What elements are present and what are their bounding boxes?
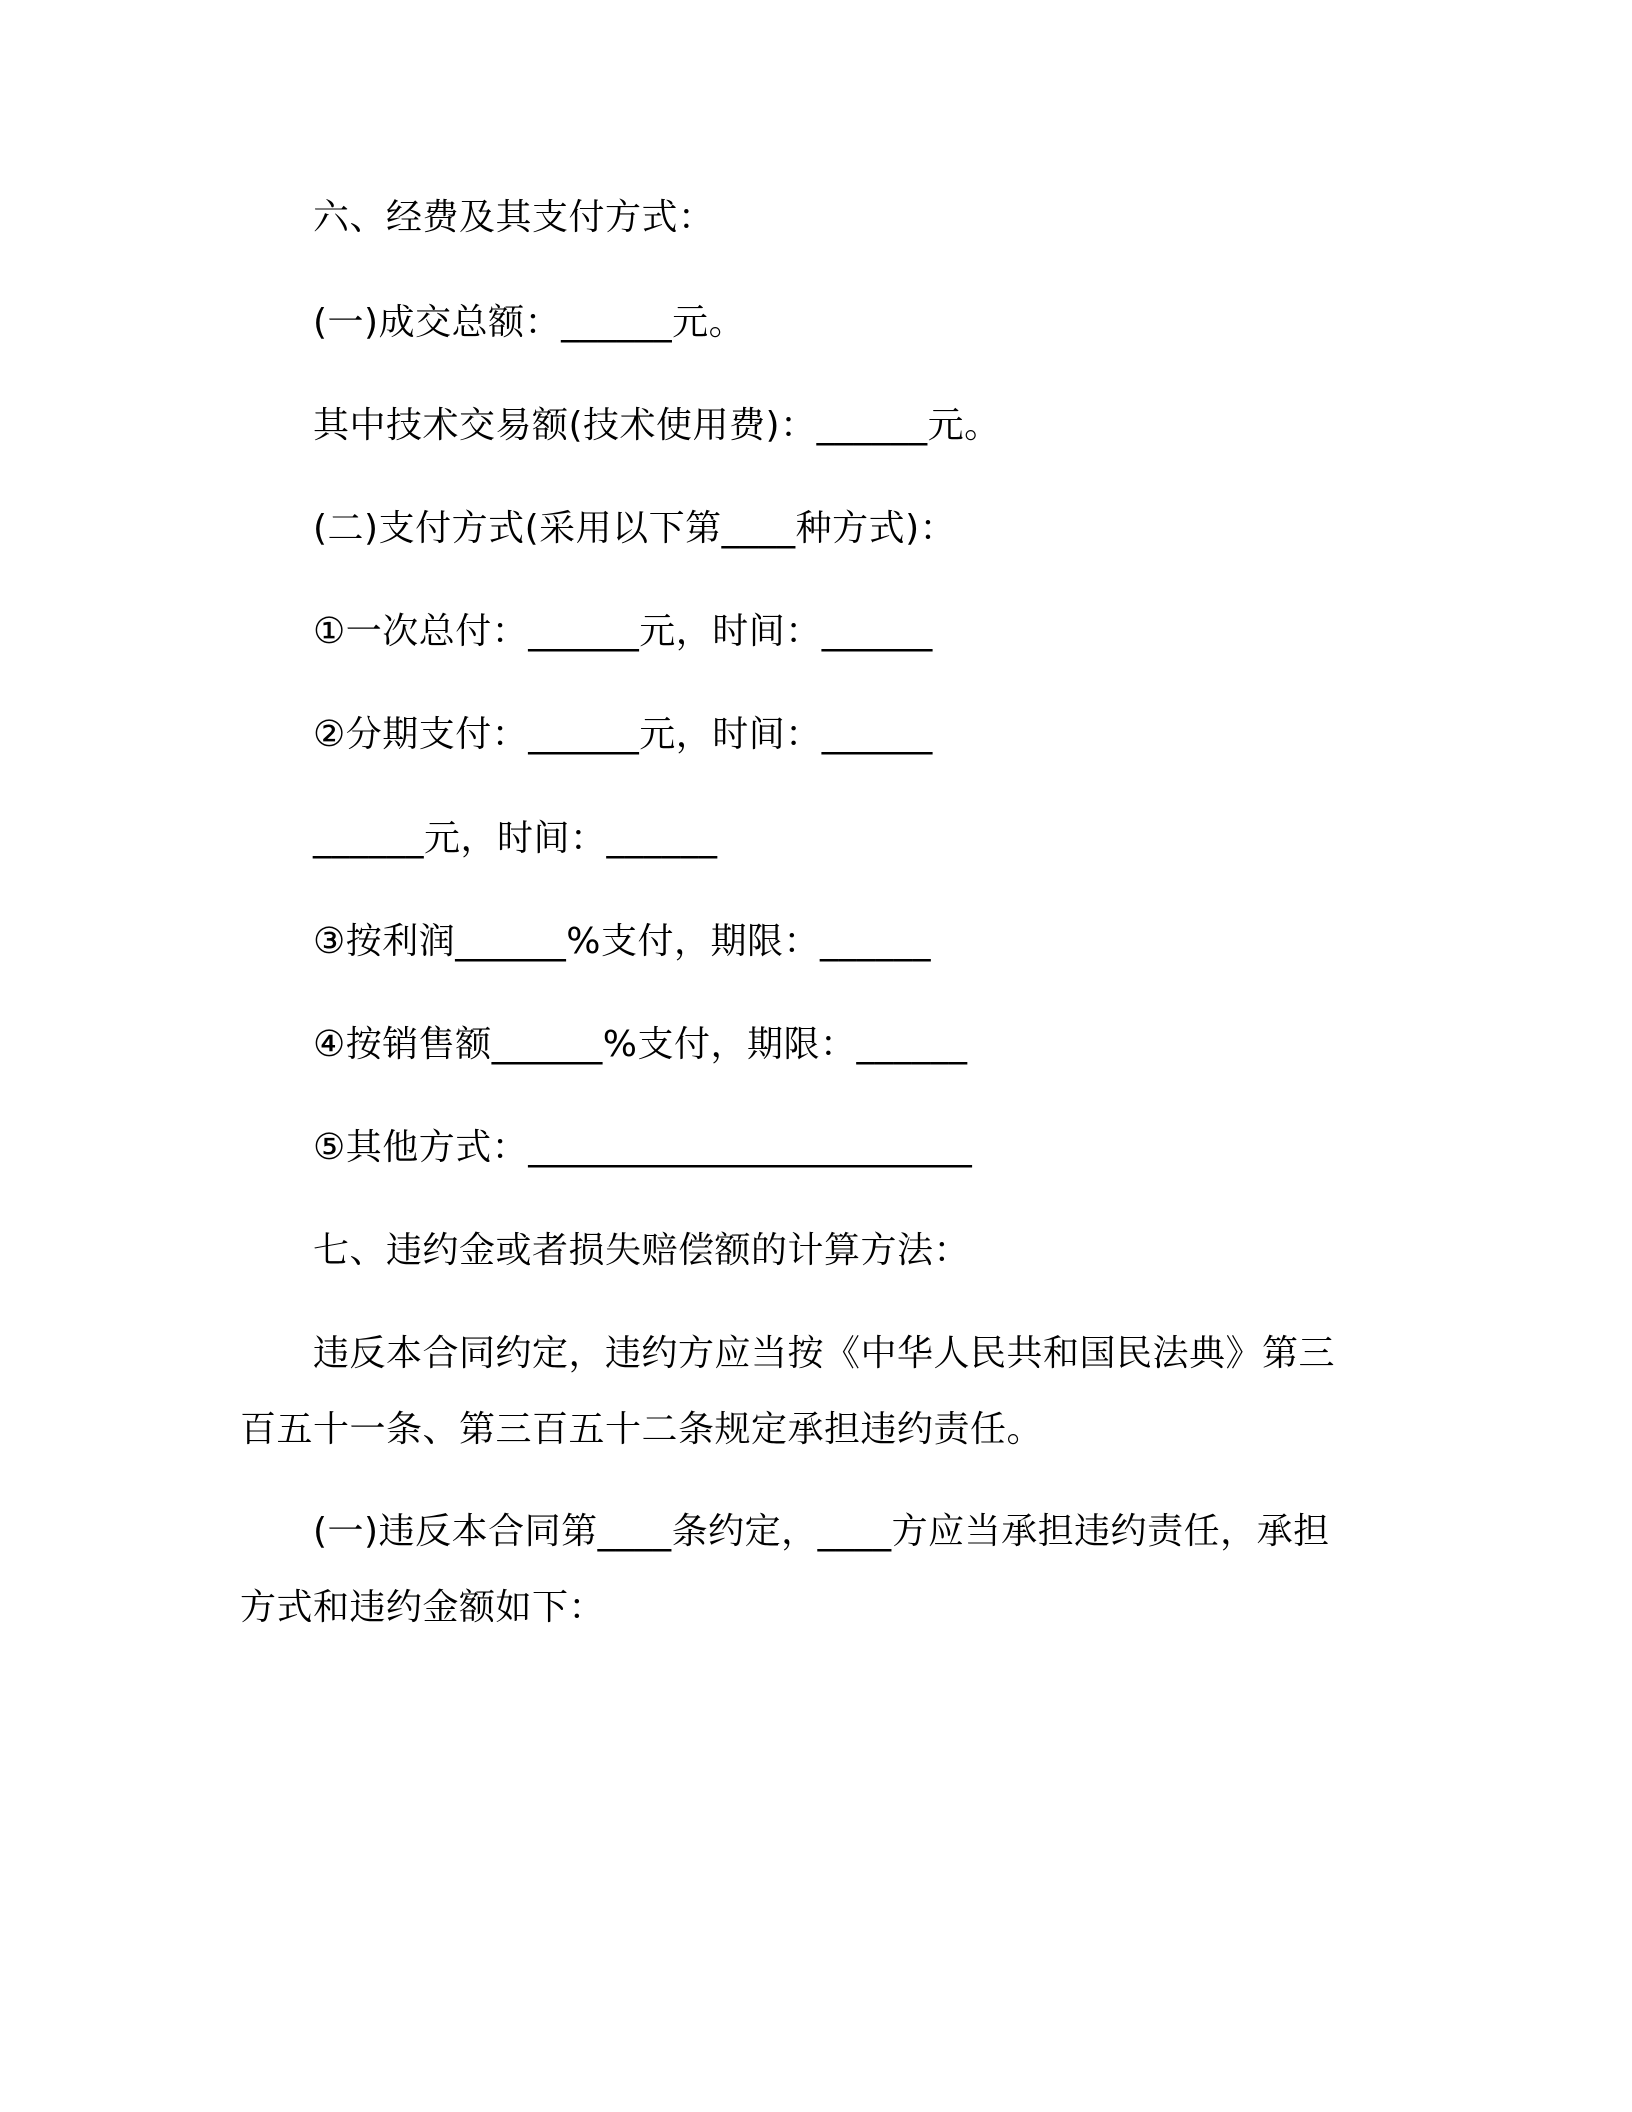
section-heading-penalty: 七、违约金或者损失赔偿额的计算方法： xyxy=(313,1230,971,1271)
lump-sum-line: ①一次总付：______元，时间：______ xyxy=(313,611,933,652)
installment-line: ②分期支付：______元，时间：______ xyxy=(313,714,933,755)
section-heading-funding: 六、经费及其支付方式： xyxy=(313,197,715,238)
penalty-paragraph-line-1: 违反本合同约定，违约方应当按《中华人民共和国民法典》第三 xyxy=(313,1333,1336,1374)
other-method-line: ⑤其他方式：________________________ xyxy=(313,1127,973,1168)
total-amount-line: (一)成交总额：______元。 xyxy=(313,302,746,343)
penalty-paragraph-line-2: 百五十一条、第三百五十二条规定承担违约责任。 xyxy=(240,1409,1044,1450)
sales-share-line: ④按销售额______%支付，期限：______ xyxy=(313,1024,968,1065)
breach-clause-line-1: (一)违反本合同第____条约定，____方应当承担违约责任，承担 xyxy=(313,1511,1330,1552)
installment-line-continued: ______元，时间：______ xyxy=(313,818,718,859)
tech-fee-line: 其中技术交易额(技术使用费)：______元。 xyxy=(313,405,1001,446)
profit-share-line: ③按利润______%支付，期限：______ xyxy=(313,921,931,962)
breach-clause-line-2: 方式和违约金额如下： xyxy=(240,1587,606,1628)
payment-method-line: (二)支付方式(采用以下第____种方式)： xyxy=(313,508,957,549)
